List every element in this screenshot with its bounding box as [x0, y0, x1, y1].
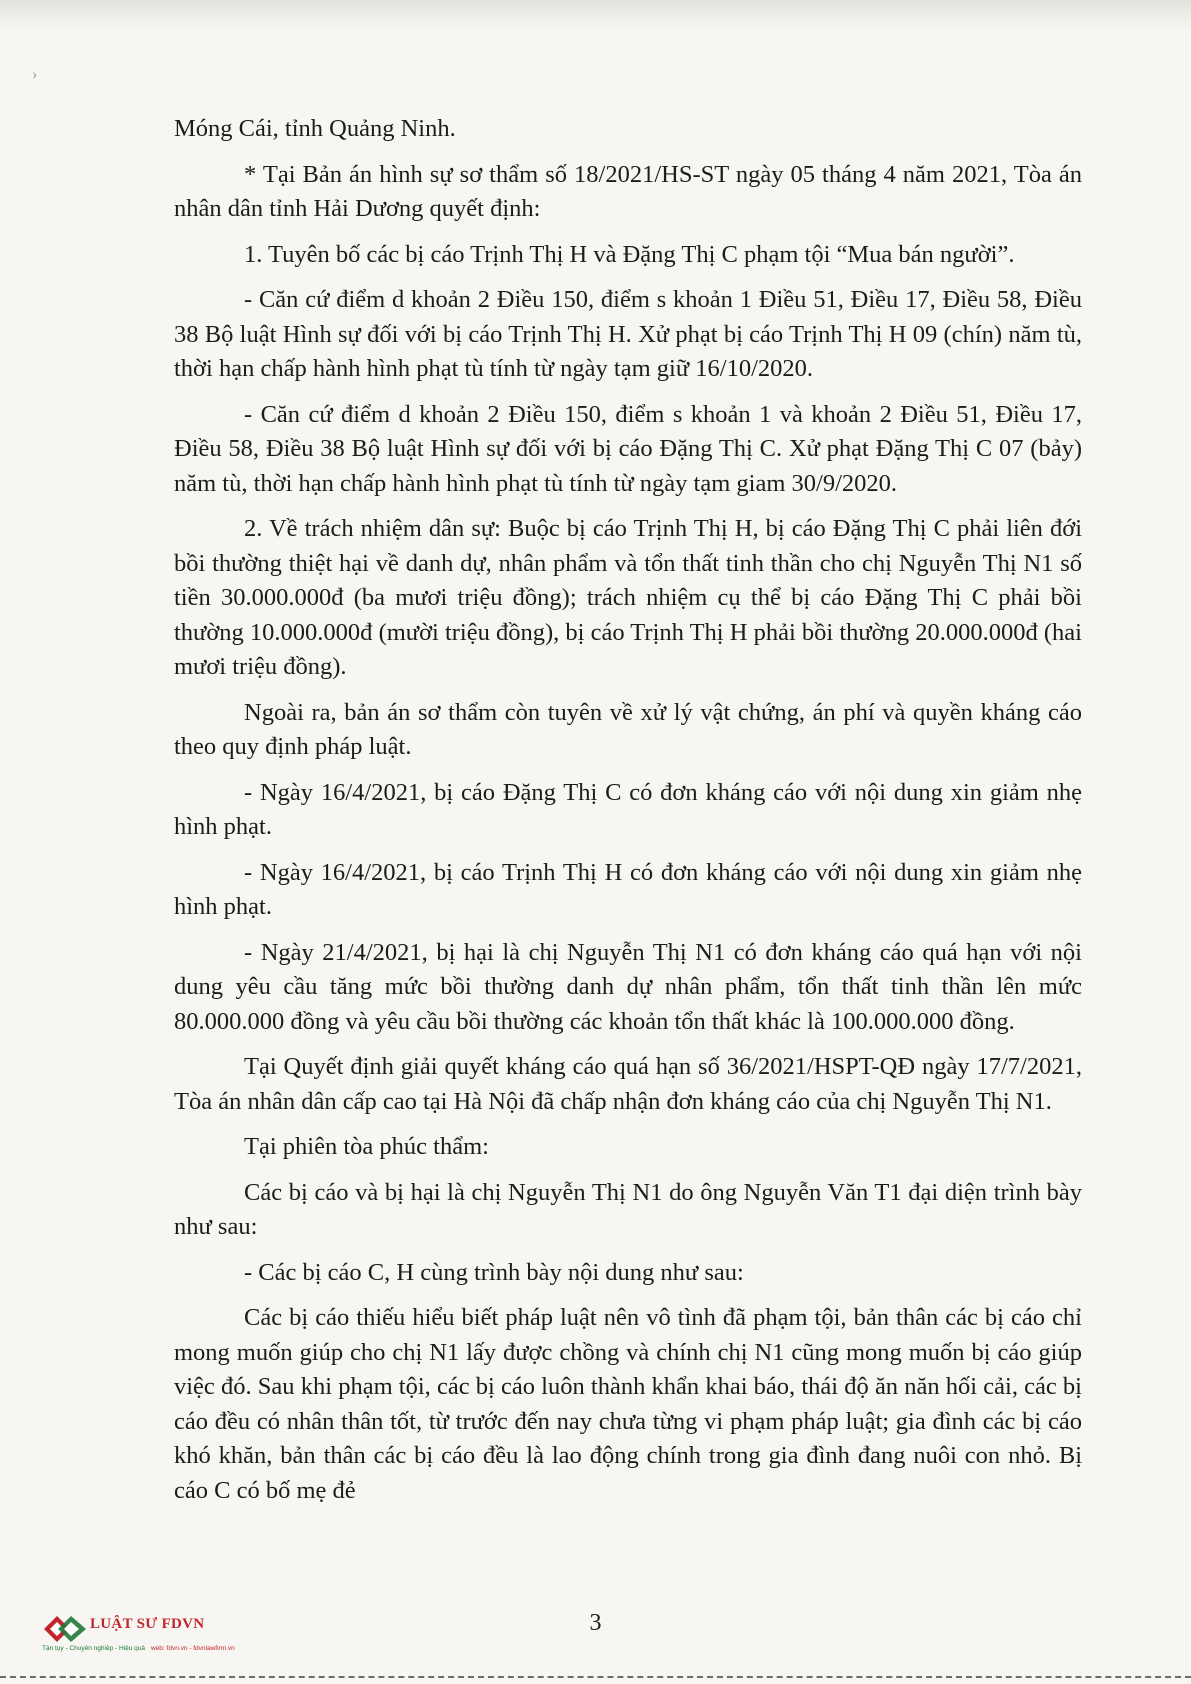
logo-website: web: fdvn.vn - fdvnlawfirm.vn [150, 1645, 235, 1652]
logo-text: LUẬT SƯ FDVN [90, 1616, 205, 1632]
scan-mark: › [32, 66, 38, 83]
logo-tagline: Tận tụy - Chuyên nghiệp - Hiệu quả [42, 1645, 145, 1652]
bottom-dashed-rule [0, 1676, 1191, 1678]
paragraph: - Căn cứ điểm d khoản 2 Điều 150, điểm s khoản 1 và khoản 2 Điều 51, Điều 17, Điều 58, Điều 38 Bộ luật Hình sự đối với bị cáo Đặng Thị C. Xử phạt Đặng Thị C 07 (bảy) năm tù, thời hạn chấp hành hình phạt tù tính từ ngày tạm giam 30/9/2020. [174, 400, 1082, 497]
logo-subline [42, 1645, 235, 1652]
paragraph: Các bị cáo và bị hại là chị Nguyễn Thị N1 do ông Nguyễn Văn T1 đại diện trình bày như sau: [174, 1178, 1082, 1240]
paragraph: Các bị cáo thiếu hiểu biết pháp luật nên vô tình đã phạm tội, bản thân các bị cáo chỉ mong muốn giúp cho chị N1 lấy được chồng và chính chị N1 cũng mong muốn bị cáo giúp việc đó. Sau khi phạm tội, các bị cáo luôn thành khẩn khai báo, thái độ ăn năn hối cải, các bị cáo đều có nhân thân tốt, từ trước đến nay chưa từng vi phạm pháp luật; gia đình các bị cáo khó khăn, bản thân các bị cáo đều là lao động chính trong gia đình đang nuôi con nhỏ. Bị cáo C có bố mẹ đẻ [174, 1304, 1082, 1504]
paragraph: Tại phiên tòa phúc thẩm: [244, 1133, 489, 1160]
scan-edge-shadow [0, 0, 1191, 30]
paragraph: Móng Cái, tỉnh Quảng Ninh. [174, 115, 456, 142]
paragraph: - Ngày 16/4/2021, bị cáo Đặng Thị C có đơn kháng cáo với nội dung xin giảm nhẹ hình phạt. [174, 778, 1082, 840]
paragraph: Tại Quyết định giải quyết kháng cáo quá hạn số 36/2021/HSPT-QĐ ngày 17/7/2021, Tòa án nhân dân cấp cao tại Hà Nội đã chấp nhận đơn kháng cáo của chị Nguyễn Thị N1. [174, 1053, 1082, 1115]
document-body [174, 112, 1082, 1519]
paragraph: 1. Tuyên bố các bị cáo Trịnh Thị H và Đặng Thị C phạm tội “Mua bán người”. [244, 240, 1015, 268]
paragraph: - Căn cứ điểm d khoản 2 Điều 150, điểm s khoản 1 Điều 51, Điều 17, Điều 58, Điều 38 Bộ luật Hình sự đối với bị cáo Trịnh Thị H. Xử phạt bị cáo Trịnh Thị H 09 (chín) năm tù, thời hạn chấp hành hình phạt tù tính từ ngày tạm giữ 16/10/2020. [174, 286, 1082, 382]
paragraph: - Ngày 16/4/2021, bị cáo Trịnh Thị H có đơn kháng cáo với nội dung xin giảm nhẹ hình phạt. [174, 858, 1082, 920]
paragraph: * Tại Bản án hình sự sơ thẩm số 18/2021/HS-ST ngày 05 tháng 4 năm 2021, Tòa án nhân dân tỉnh Hải Dương quyết định: [174, 160, 1082, 222]
paragraph: - Các bị cáo C, H cùng trình bày nội dung như sau: [244, 1258, 744, 1286]
page-number: 3 [589, 1610, 602, 1636]
paragraph: 2. Về trách nhiệm dân sự: Buộc bị cáo Trịnh Thị H, bị cáo Đặng Thị C phải liên đới bồi thường thiệt hại về danh dự, nhân phẩm và tổn thất tinh thần cho chị Nguyễn Thị N1 số tiền 30.000.000đ (ba mươi triệu đồng); trách nhiệm cụ thể bị cáo Đặng Thị C phải bồi thường 10.000.000đ (mười triệu đồng), bị cáo Trịnh Thị H phải bồi thường 20.000.000đ (hai mươi triệu đồng). [174, 515, 1082, 680]
paragraph: - Ngày 21/4/2021, bị hại là chị Nguyễn Thị N1 có đơn kháng cáo quá hạn với nội dung yêu cầu tăng mức bồi thường danh dự nhân phẩm, tổn thất tinh thần lên mức 80.000.000 đồng và yêu cầu bồi thường các khoản tổn thất khác là 100.000.000 đồng. [174, 938, 1082, 1035]
paragraph: Ngoài ra, bản án sơ thẩm còn tuyên về xử lý vật chứng, án phí và quyền kháng cáo theo quy định pháp luật. [174, 698, 1082, 760]
